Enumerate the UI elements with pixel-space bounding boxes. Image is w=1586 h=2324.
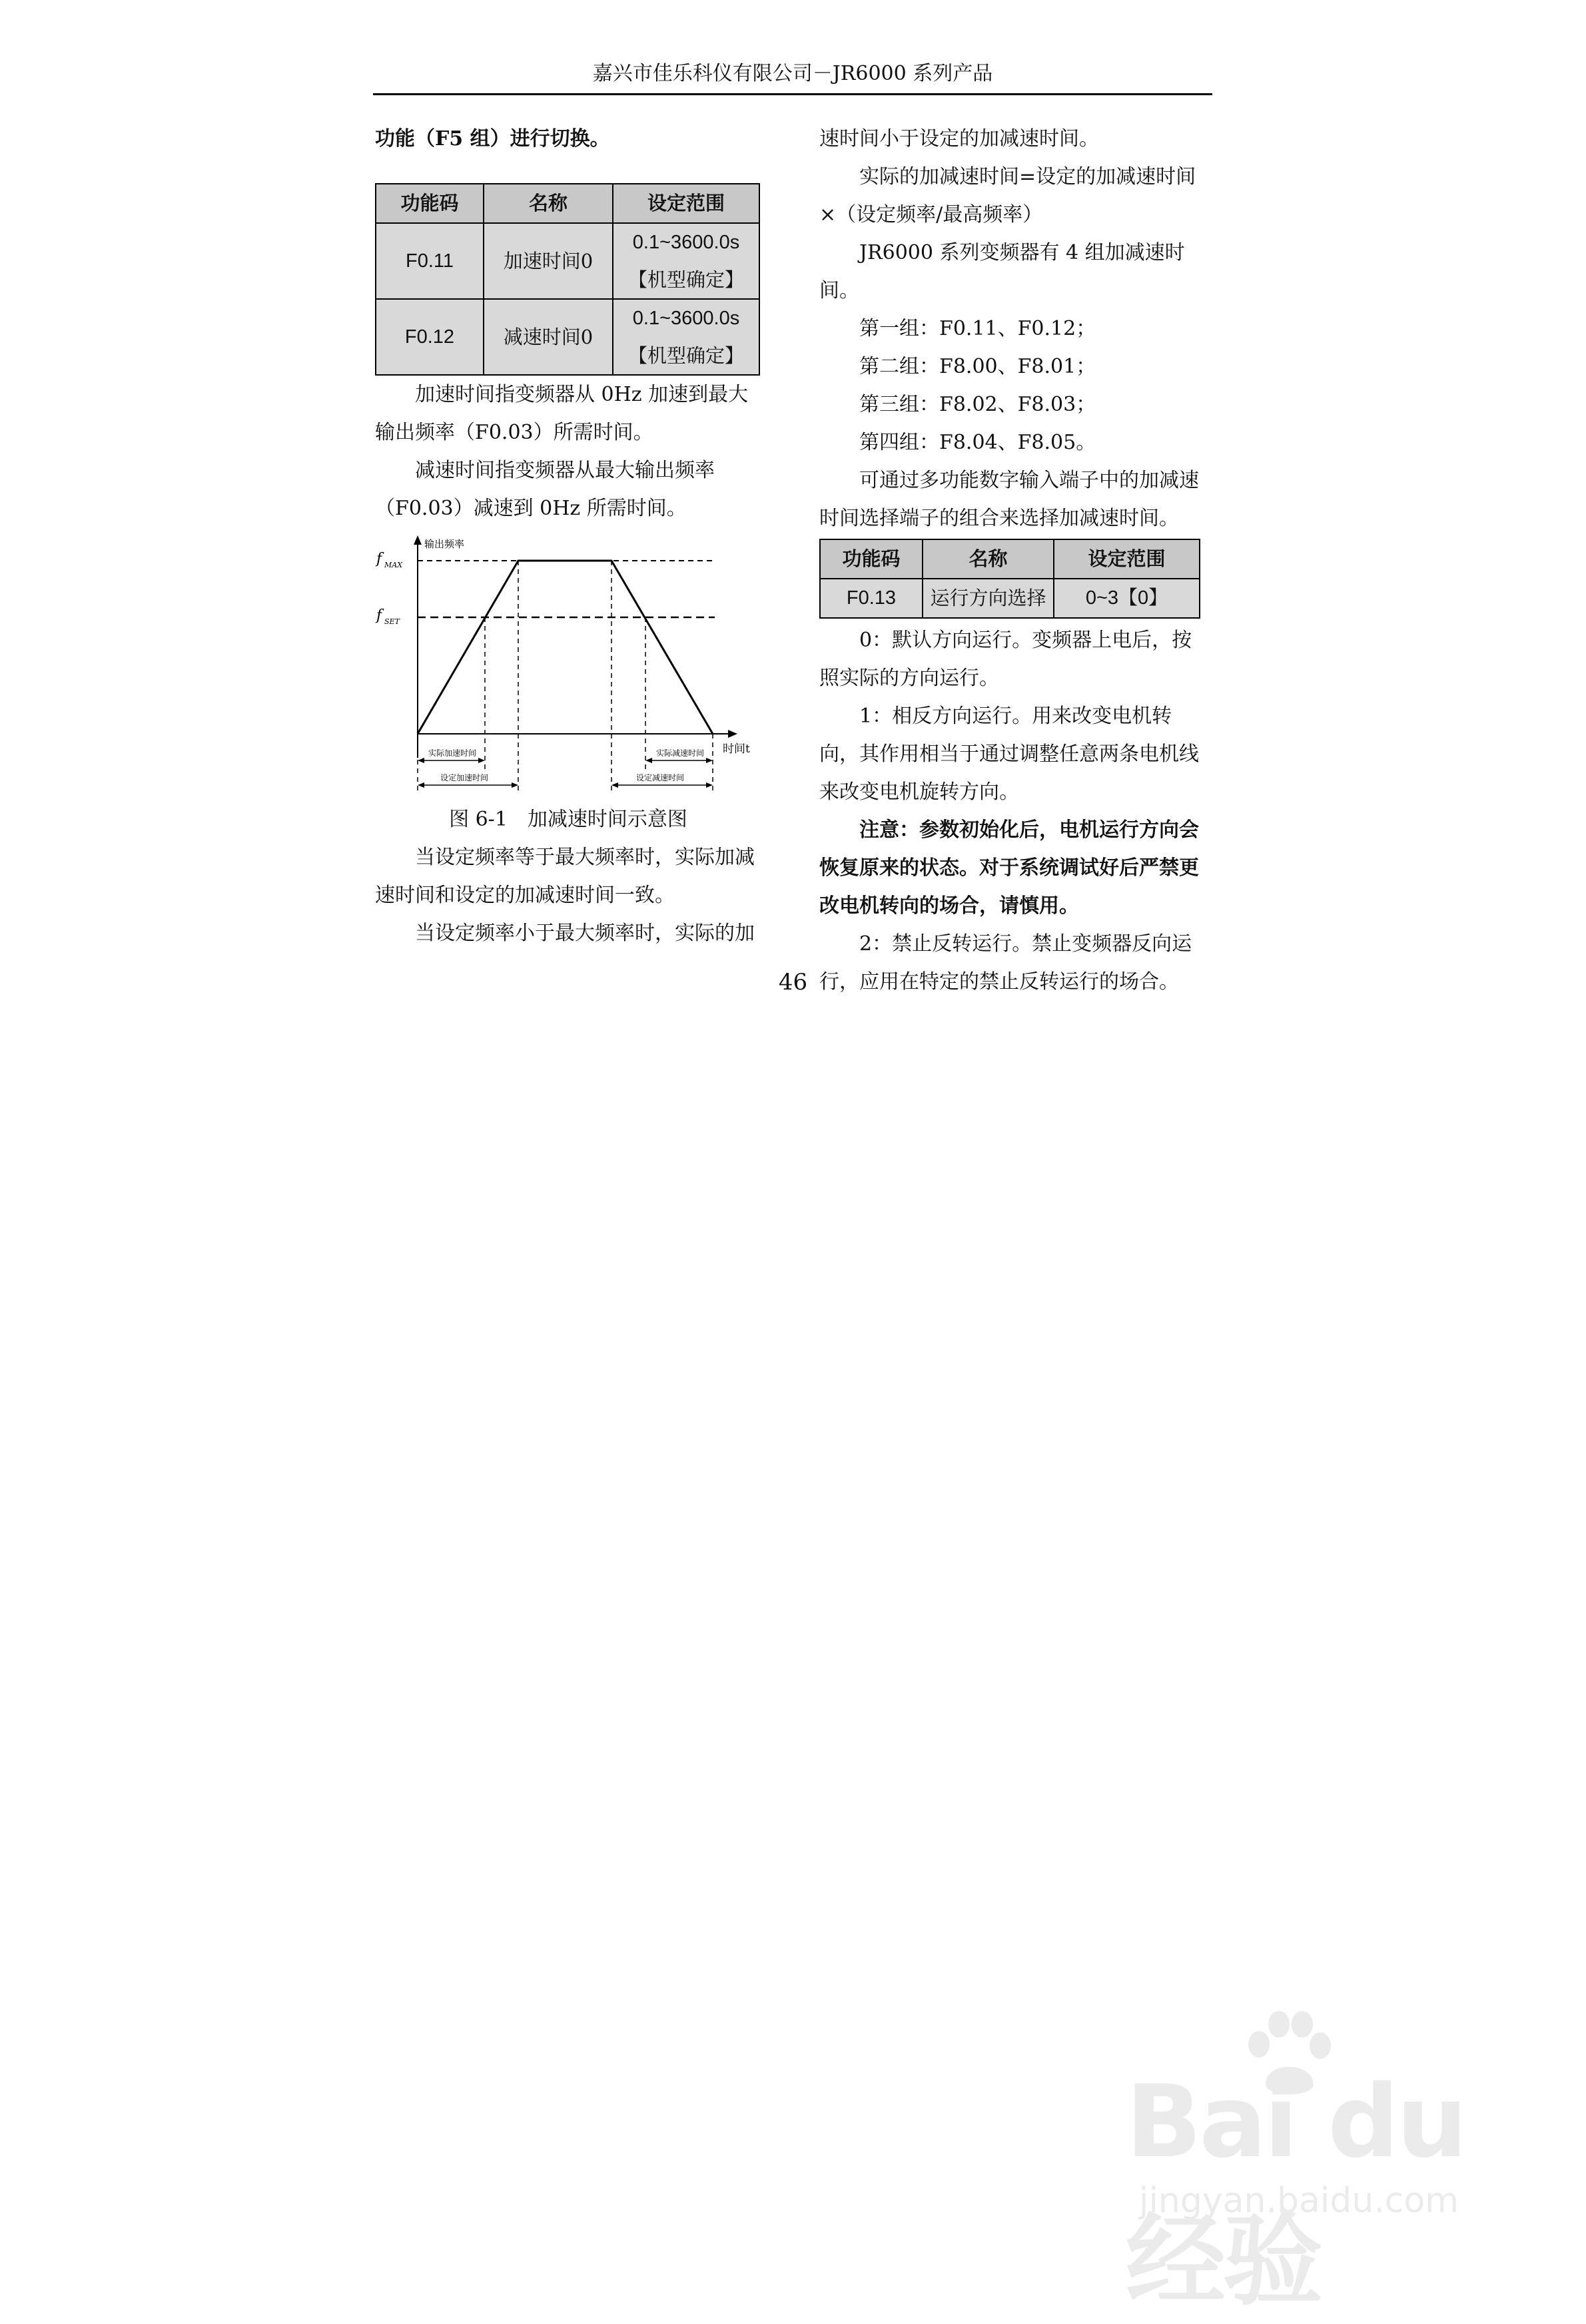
table1-header-code: 功能码 bbox=[376, 184, 484, 223]
table1-header-range: 设定范围 bbox=[613, 184, 759, 223]
table-row bbox=[376, 299, 759, 375]
right-p1: 速时间小于设定的加减速时间。 bbox=[819, 127, 1099, 150]
set-accel-label: 设定加速时间 bbox=[440, 773, 489, 782]
x-axis-label: 时间t bbox=[723, 742, 750, 756]
x-axis-arrow bbox=[728, 730, 737, 738]
page-number: 46 bbox=[778, 969, 808, 996]
table1-range-value: 0.1~3600.0s bbox=[632, 308, 740, 329]
fset-sub: SET bbox=[384, 617, 400, 626]
table1-range-note: 【机型确定】 bbox=[627, 268, 744, 291]
figure-caption: 图 6-1 加减速时间示意图 bbox=[449, 808, 687, 831]
option-1: 1：相反方向运行。用来改变电机转向，其作用相当于通过调整任意两条电机线来改变电机旋转方向。 bbox=[819, 705, 1199, 804]
param-table-accel-decel bbox=[375, 183, 760, 376]
y-axis-arrow bbox=[414, 535, 422, 545]
table2-header-range: 设定范围 bbox=[1054, 539, 1200, 579]
y-axis-label: 输出频率 bbox=[424, 538, 465, 550]
table1-range-note: 【机型确定】 bbox=[627, 344, 744, 367]
fmax-label: f bbox=[376, 551, 382, 567]
right-groups-intro: JR6000 系列变频器有 4 组加减速时间。 bbox=[819, 241, 1185, 302]
set-decel-label: 设定减速时间 bbox=[636, 773, 685, 782]
table1-range bbox=[613, 223, 759, 299]
table1-range-value: 0.1~3600.0s bbox=[632, 232, 740, 253]
watermark-logo: Bai du 经验 bbox=[1126, 2064, 1465, 2319]
left-column bbox=[375, 120, 761, 952]
table2-header-name: 名称 bbox=[923, 539, 1054, 579]
accel-desc: 加速时间指变频器从 0Hz 加速到最大输出频率（F0.03）所需时间。 bbox=[375, 383, 749, 444]
right-formula: 实际的加减速时间=设定的加减速时间×（设定频率/最高频率） bbox=[819, 165, 1196, 226]
table2-header-code: 功能码 bbox=[820, 539, 923, 579]
actual-decel-label: 实际减速时间 bbox=[656, 748, 705, 758]
watermark-url: jingyan.baidu.com bbox=[1139, 2181, 1459, 2221]
intro-text: 功能（F5 组）进行切换。 bbox=[375, 127, 610, 150]
table1-name: 减速时间0 bbox=[484, 299, 613, 375]
page-header bbox=[373, 57, 1212, 95]
table1-name: 加速时间0 bbox=[484, 223, 613, 299]
frequency-curve bbox=[418, 561, 713, 734]
table2-name: 运行方向选择 bbox=[923, 579, 1054, 618]
watermark bbox=[1126, 2064, 1525, 2319]
fset-label: f bbox=[376, 607, 382, 624]
right-select-desc: 可通过多功能数字输入端子中的加减速时间选择端子的组合来选择加减速时间。 bbox=[819, 469, 1199, 530]
actual-accel-label: 实际加速时间 bbox=[428, 748, 477, 758]
equal-freq-desc: 当设定频率等于最大频率时，实际加减速时间和设定的加减速时间一致。 bbox=[375, 846, 755, 907]
param-table-direction bbox=[819, 539, 1200, 619]
group-4: 第四组：F8.04、F8.05。 bbox=[859, 431, 1096, 454]
table2-range: 0~3【0】 bbox=[1054, 579, 1200, 618]
decel-desc: 减速时间指变频器从最大输出频率（F0.03）减速到 0Hz 所需时间。 bbox=[375, 459, 715, 520]
group-2: 第二组：F8.00、F8.01； bbox=[859, 355, 1096, 378]
option-0: 0：默认方向运行。变频器上电后，按照实际的方向运行。 bbox=[819, 629, 1192, 690]
less-freq-desc: 当设定频率小于最大频率时，实际的加 bbox=[415, 922, 755, 945]
option-2: 2：禁止反转运行。禁止变频器反向运行，应用在特定的禁止反转运行的场合。 bbox=[819, 932, 1192, 994]
table-row bbox=[820, 579, 1200, 618]
accel-decel-diagram bbox=[375, 534, 761, 800]
table-row bbox=[376, 223, 759, 299]
group-1: 第一组：F0.11、F0.12； bbox=[859, 317, 1096, 340]
right-column bbox=[819, 120, 1207, 1001]
table1-header-name: 名称 bbox=[484, 184, 613, 223]
caution-note: 注意：参数初始化后，电机运行方向会恢复原来的状态。对于系统调试好后严禁更改电机转向的场合，请慎用。 bbox=[819, 818, 1199, 918]
table1-code: F0.11 bbox=[376, 223, 484, 299]
fmax-sub: MAX bbox=[384, 561, 403, 569]
table1-range bbox=[613, 299, 759, 375]
header-title: 嘉兴市佳乐科仪有限公司－JR6000 系列产品 bbox=[592, 62, 993, 85]
table2-code: F0.13 bbox=[820, 579, 923, 618]
table1-code: F0.12 bbox=[376, 299, 484, 375]
group-3: 第三组：F8.02、F8.03； bbox=[859, 393, 1096, 416]
